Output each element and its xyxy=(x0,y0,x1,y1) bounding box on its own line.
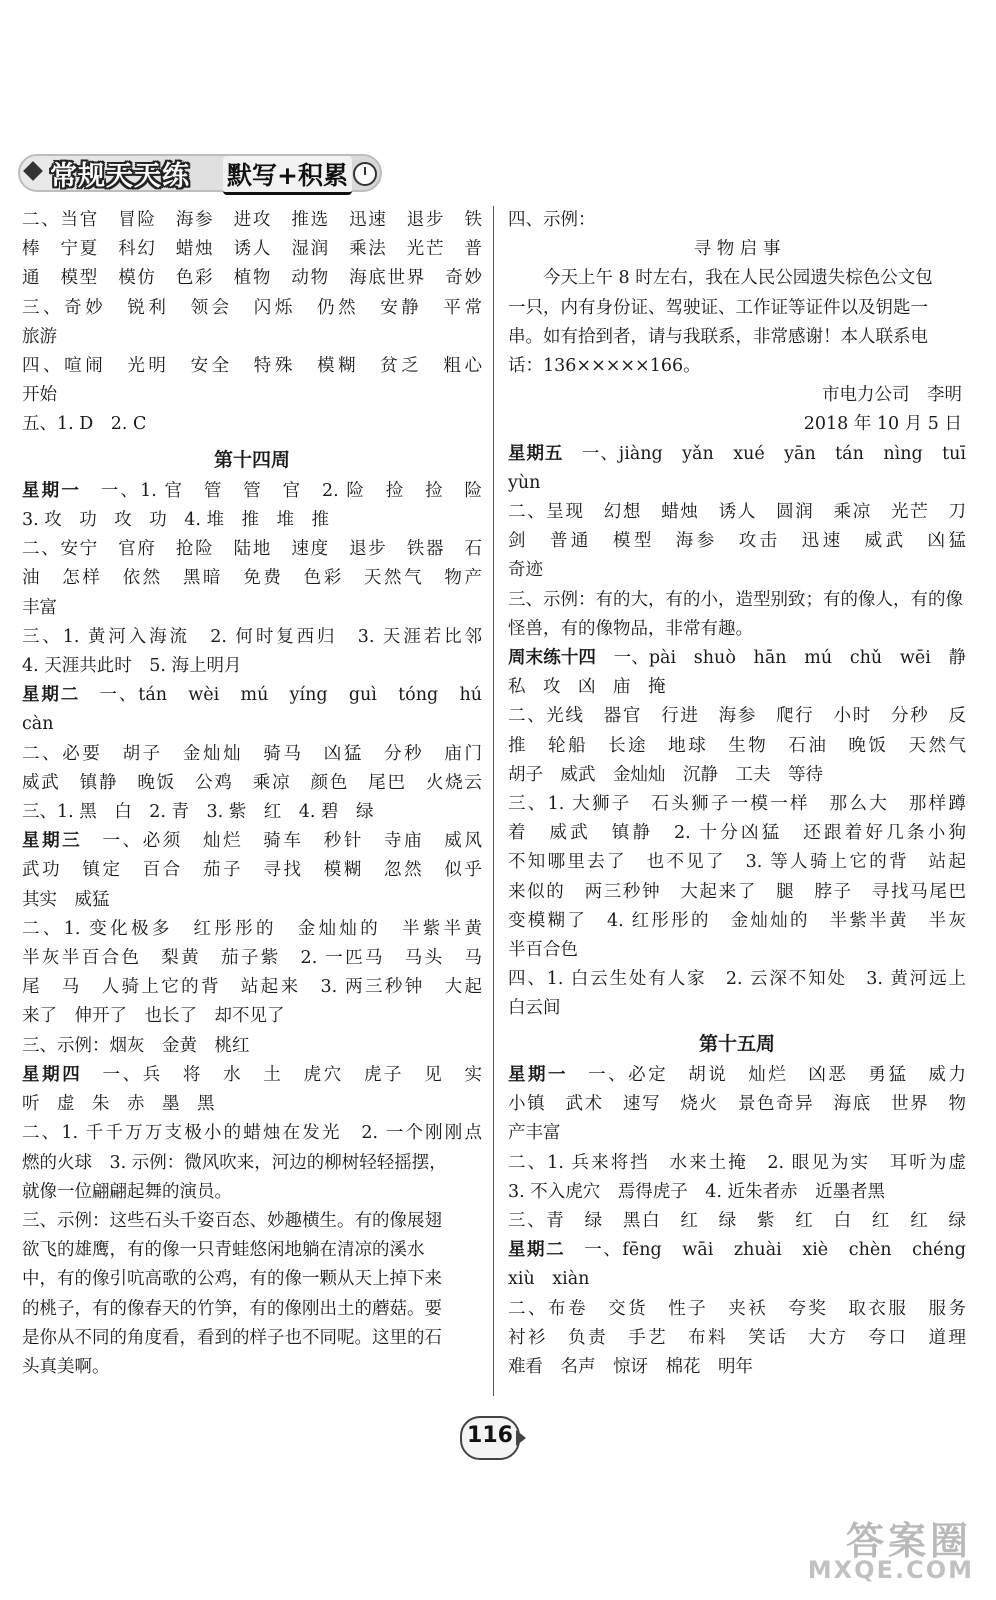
answer-line: 3. 不入虎穴 焉得虎子 4. 近朱者赤 近墨者黑 xyxy=(508,1181,886,1202)
answer-line: 二、1. 兵来将挡 水来土掩 2. 眼见为实 耳听为虚 xyxy=(508,1152,966,1173)
day-label: 星期二 xyxy=(22,685,81,706)
day-label: 周末练十四 xyxy=(508,648,597,669)
answer-line: 今天上午 8 时左右，我在人民公园遗失棕色公文包 xyxy=(508,268,933,289)
day-label: 星期二 xyxy=(508,1240,566,1261)
answer-line: 着 威武 镇静 2. 十分凶猛 还跟着好几条小狗 xyxy=(508,823,966,844)
answer-line: 头真美啊。 xyxy=(22,1356,110,1377)
answer-line: 丰富 xyxy=(22,597,57,618)
day-label: 星期五 xyxy=(508,443,564,464)
answer-line: 武功 镇定 百合 茄子 寻找 模糊 忽然 似乎 xyxy=(22,860,482,881)
answer-line: 五、1. D 2. C xyxy=(22,414,147,435)
answer-line: 来了 伸开了 也长了 却不见了 xyxy=(22,1006,285,1027)
answer-text: 一、必定 胡说 灿烂 凶恶 勇猛 威力 xyxy=(588,1064,966,1085)
arrow-icon xyxy=(516,1430,526,1446)
section-banner xyxy=(18,150,378,194)
day-label: 星期一 xyxy=(508,1064,569,1085)
page-number xyxy=(460,1416,530,1456)
answer-text: 一、1. 官 管 管 官 2. 险 捡 捡 险 xyxy=(100,480,482,501)
answer-line: 三、1. 黑 白 2. 青 3. 紫 红 4. 碧 绿 xyxy=(22,802,374,823)
answer-line xyxy=(22,827,482,856)
answer-line: 推 轮船 长途 地球 生物 石油 晚饭 天然气 xyxy=(508,735,966,756)
answer-line: 四、示例： xyxy=(508,210,596,230)
answer-text: 一、pài shuò hān mú chǔ wēi 静 xyxy=(613,648,966,669)
right-column xyxy=(508,206,966,1382)
answer-line: 三、奇妙 锐利 领会 闪烁 仍然 安静 平常 xyxy=(22,297,482,318)
notice-signature: 市电力公司 李明 xyxy=(822,385,962,406)
answer-text: 一、tán wèi mú yíng guì tóng hú xyxy=(99,685,482,706)
answer-line: 二、1. 千千万万支极小的蜡烛在发光 2. 一个刚刚点 xyxy=(22,1123,482,1144)
answer-line: 中，有的像引吭高歌的公鸡，有的像一颗从天上掉下来 xyxy=(22,1269,442,1290)
watermark-text: 答案圈 xyxy=(845,1519,972,1563)
answer-line: 来似的 两三秒钟 大起来了 腿 脖子 寻找马尾巴 xyxy=(508,881,966,902)
answer-line: 二、光线 器官 行进 海参 爬行 小时 分秒 反 xyxy=(508,706,966,727)
answer-line: 就像一位翩翩起舞的演员。 xyxy=(22,1181,232,1202)
answer-line: 尾 马 人骑上它的背 站起来 3. 两三秒钟 大起 xyxy=(22,977,482,998)
watermark-url: MXQE.COM xyxy=(807,1556,974,1584)
watermark xyxy=(772,1510,982,1590)
answer-line: 衬衫 负责 手艺 布料 笑话 大方 夸口 道理 xyxy=(508,1327,966,1348)
answer-line: 棒 宁夏 科幻 蜡烛 诱人 湿润 乘法 光芒 普 xyxy=(22,239,482,260)
answer-line: 不知哪里去了 也不见了 3. 等人骑上它的背 站起 xyxy=(508,852,966,873)
answer-line: 开始 xyxy=(22,385,57,406)
answer-line: 二、当官 冒险 海参 进攻 推选 迅速 退步 铁 xyxy=(22,210,482,230)
day-label: 星期一 xyxy=(22,480,82,501)
answer-line: 一只，内有身份证、驾驶证、工作证等证件以及钥匙一 xyxy=(508,297,928,318)
notice-signature: 2018 年 10 月 5 日 xyxy=(803,414,962,435)
answer-line: 是你从不同的角度看，看到的样子也不同呢。这里的石 xyxy=(22,1327,442,1348)
answer-line: 三、示例：这些石头千姿百态、妙趣横生。有的像展翅 xyxy=(22,1210,442,1231)
answer-line: 旅游 xyxy=(22,326,57,347)
answer-line: 其实 威猛 xyxy=(22,889,110,910)
answer-line xyxy=(508,1236,966,1265)
answer-line: 串。如有拾到者，请与我联系，非常感谢！本人联系电 xyxy=(508,326,928,347)
answer-line: xiù xiàn xyxy=(508,1269,590,1290)
day-label: 星期三 xyxy=(22,831,83,852)
answer-line: 胡子 威武 金灿灿 沉静 工夫 等待 xyxy=(508,764,823,785)
answer-line: 4. 天涯共此时 5. 海上明月 xyxy=(22,656,242,677)
answer-line: 私 攻 凶 庙 掩 xyxy=(508,677,666,698)
answer-text: 一、必须 灿烂 骑车 秒针 寺庙 威风 xyxy=(102,831,482,852)
left-column xyxy=(22,206,482,1382)
banner-title: 常规天天练 xyxy=(50,161,190,192)
answer-line xyxy=(22,681,482,710)
answer-line xyxy=(22,477,482,506)
clock-icon xyxy=(353,162,377,186)
answer-line: 的桃子，有的像春天的竹笋，有的像刚出土的蘑菇。要 xyxy=(22,1298,442,1319)
answer-line: 产丰富 xyxy=(508,1123,561,1144)
answer-line: 二、布卷 交货 性子 夹袄 夸奖 取衣服 服务 xyxy=(508,1298,966,1319)
answer-line: 小镇 武术 速写 烧火 景色奇异 海底 世界 物 xyxy=(508,1094,966,1115)
week-heading: 第十五周 xyxy=(698,1032,775,1055)
answer-line: 二、必要 胡子 金灿灿 骑马 凶猛 分秒 庙门 xyxy=(22,743,482,764)
answer-line: 油 怎样 依然 黑暗 免费 色彩 天然气 物产 xyxy=(22,568,482,589)
notice-title: 寻 物 启 事 xyxy=(693,239,781,260)
answer-line: 燃的火球 3. 示例：微风吹来，河边的柳树轻轻摇摆， xyxy=(22,1152,447,1173)
answer-line xyxy=(508,1061,966,1090)
answer-line: yùn xyxy=(508,472,541,493)
column-divider xyxy=(493,206,494,1396)
answer-line: 奇迹 xyxy=(508,560,543,581)
answer-line: 3. 攻 功 攻 功 4. 堆 推 堆 推 xyxy=(22,510,330,531)
answer-text: 一、fēng wāi zhuài xiè chèn chéng xyxy=(584,1240,966,1261)
answer-line: 怪兽，有的像物品，非常有趣。 xyxy=(508,618,753,639)
answer-text: 一、jiàng yǎn xué yān tán nìng tuī xyxy=(581,443,966,464)
answer-line: 三、1. 黄河入海流 2. 何时复西归 3. 天涯若比邻 xyxy=(22,626,482,647)
answer-line xyxy=(508,644,966,673)
answer-line xyxy=(22,1061,482,1090)
answer-line: 难看 名声 惊讶 棉花 明年 xyxy=(508,1356,753,1377)
answer-line: 三、示例：烟灰 金黄 桃红 xyxy=(22,1035,250,1056)
answer-line: 话：136×××××166。 xyxy=(508,356,701,377)
answer-line: 听 虚 朱 赤 墨 黑 xyxy=(22,1094,215,1115)
answer-line: 四、喧闹 光明 安全 特殊 模糊 贫乏 粗心 xyxy=(22,356,482,377)
answer-line: 二、1. 变化极多 红彤彤的 金灿灿的 半紫半黄 xyxy=(22,918,482,939)
answer-line: càn xyxy=(22,714,54,735)
answer-line: 三、1. 大狮子 石头狮子一模一样 那么大 那样蹲 xyxy=(508,794,966,815)
answer-text: 一、兵 将 水 土 虎穴 虎子 见 实 xyxy=(102,1064,482,1085)
answer-line: 白云间 xyxy=(508,998,561,1019)
answer-line: 二、呈现 幻想 蜡烛 诱人 圆润 乘凉 光芒 刀 xyxy=(508,502,966,523)
page-number-text: 116 xyxy=(467,1423,513,1448)
answer-line: 二、安宁 官府 抢险 陆地 速度 退步 铁器 石 xyxy=(22,539,482,560)
day-label: 星期四 xyxy=(22,1064,83,1085)
answer-line: 变模糊了 4. 红彤彤的 金灿灿的 半紫半黄 半灰 xyxy=(508,910,966,931)
answer-line: 威武 镇静 晚饭 公鸡 乘凉 颜色 尾巴 火烧云 xyxy=(22,772,482,793)
answer-line: 三、示例：有的大，有的小，造型别致；有的像人，有的像 xyxy=(508,589,963,610)
week-heading: 第十四周 xyxy=(213,448,290,471)
answer-line: 剑 普通 模型 海参 攻击 迅速 威武 凶猛 xyxy=(508,531,966,552)
answer-line: 三、青 绿 黑白 红 绿 紫 红 白 红 红 绿 xyxy=(508,1210,966,1231)
answer-line: 欲飞的雄鹰，有的像一只青蛙悠闲地躺在清凉的溪水 xyxy=(22,1240,425,1261)
answer-line: 半百合色 xyxy=(508,940,578,961)
answer-line: 四、1. 白云生处有人家 2. 云深不知处 3. 黄河远上 xyxy=(508,969,966,990)
answer-line: 半灰半百合色 梨黄 茄子紫 2. 一匹马 马头 马 xyxy=(22,948,482,969)
banner-subtitle: 默写+积累 xyxy=(223,156,352,195)
answer-line xyxy=(508,440,966,469)
answer-line: 通 模型 模仿 色彩 植物 动物 海底世界 奇妙 xyxy=(22,268,482,289)
